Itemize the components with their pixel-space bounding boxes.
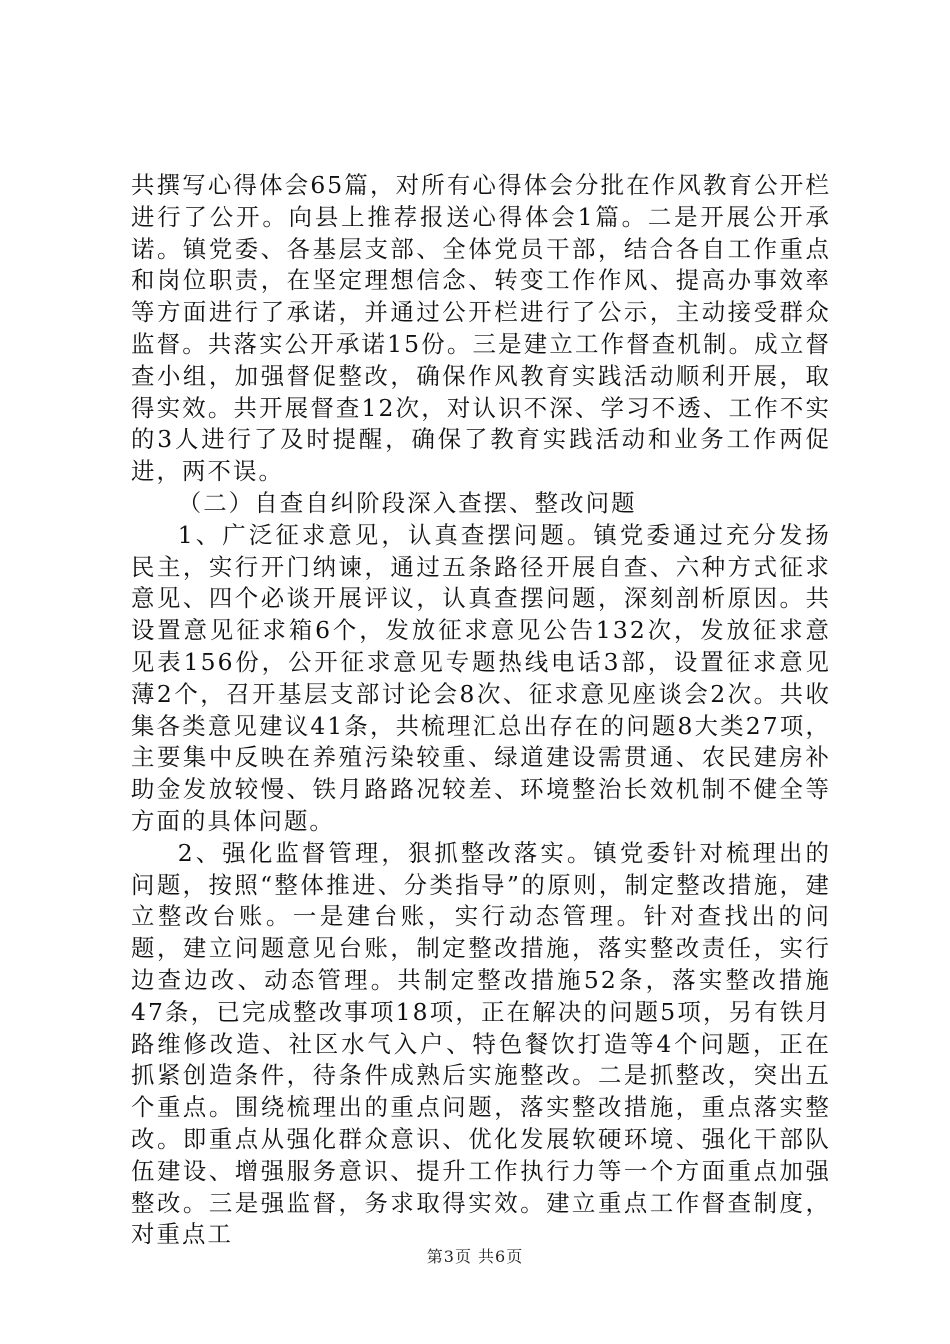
document-body: [131, 170, 831, 1251]
paragraph-continuation: 共撰写心得体会65篇，对所有心得体会分批在作风教育公开栏进行了公开。向县上推荐报送心得体会1篇。二是开展公开承诺。镇党委、各基层支部、全体党员干部，结合各自工作重点和岗位职责，在坚定理想信念、转变工作作风、提高办事效率等方面进行了承诺，并通过公开栏进行了公示，主动接受群众监督。共落实公开承诺15份。三是建立工作督查机制。成立督查小组，加强督促整改，确保作风教育实践活动顺利开展，取得实效。共开展督查12次，对认识不深、学习不透、工作不实的3人进行了及时提醒，确保了教育实践活动和业务工作两促进，两不误。: [131, 171, 831, 486]
section-heading: （二）自查自纠阶段深入查摆、整改问题: [177, 488, 637, 517]
paragraph-solicit-opinions: 1、广泛征求意见，认真查摆问题。镇党委通过充分发扬民主，实行开门纳谏，通过五条路径开展自查、六种方式征求意见、四个必谈开展评议，认真查摆问题，深刻剖析原因。共设置意见征求箱6个，发放征求意见公告132次，发放征求意见表156份，公开征求意见专题热线电话3部，设置征求意见薄2个，召开基层支部讨论会8次、征求意见座谈会2次。共收集各类意见建议41条，共梳理汇总出存在的问题8大类27项，主要集中反映在养殖污染较重、绿道建设需贯通、农民建房补助金发放较慢、铁月路路况较差、环境整治长效机制不健全等方面的具体问题。: [131, 520, 831, 835]
page-footer: 第3页 共6页: [426, 1247, 524, 1266]
paragraph-supervision-rectification: 2、强化监督管理，狠抓整改落实。镇党委针对梳理出的问题，按照“整体推进、分类指导”的原则，制定整改措施，建立整改台账。一是建台账，实行动态管理。针对查找出的问题，建立问题意见台账，制定整改措施，落实整改责任，实行边查边改、动态管理。共制定整改措施52条，落实整改措施47条，已完成整改事项18项，正在解决的问题5项，另有铁月路维修改造、社区水气入户、特色餐饮打造等4个问题，正在抓紧创造条件，待条件成熟后实施整改。二是抓整改，突出五个重点。围绕梳理出的重点问题，落实整改措施，重点落实整改。即重点从强化群众意识、优化发展软硬环境、强化干部队伍建设、增强服务意识、提升工作执行力等一个方面重点加强整改。三是强监督，务求取得实效。建立重点工作督查制度，对重点工: [131, 838, 831, 1249]
